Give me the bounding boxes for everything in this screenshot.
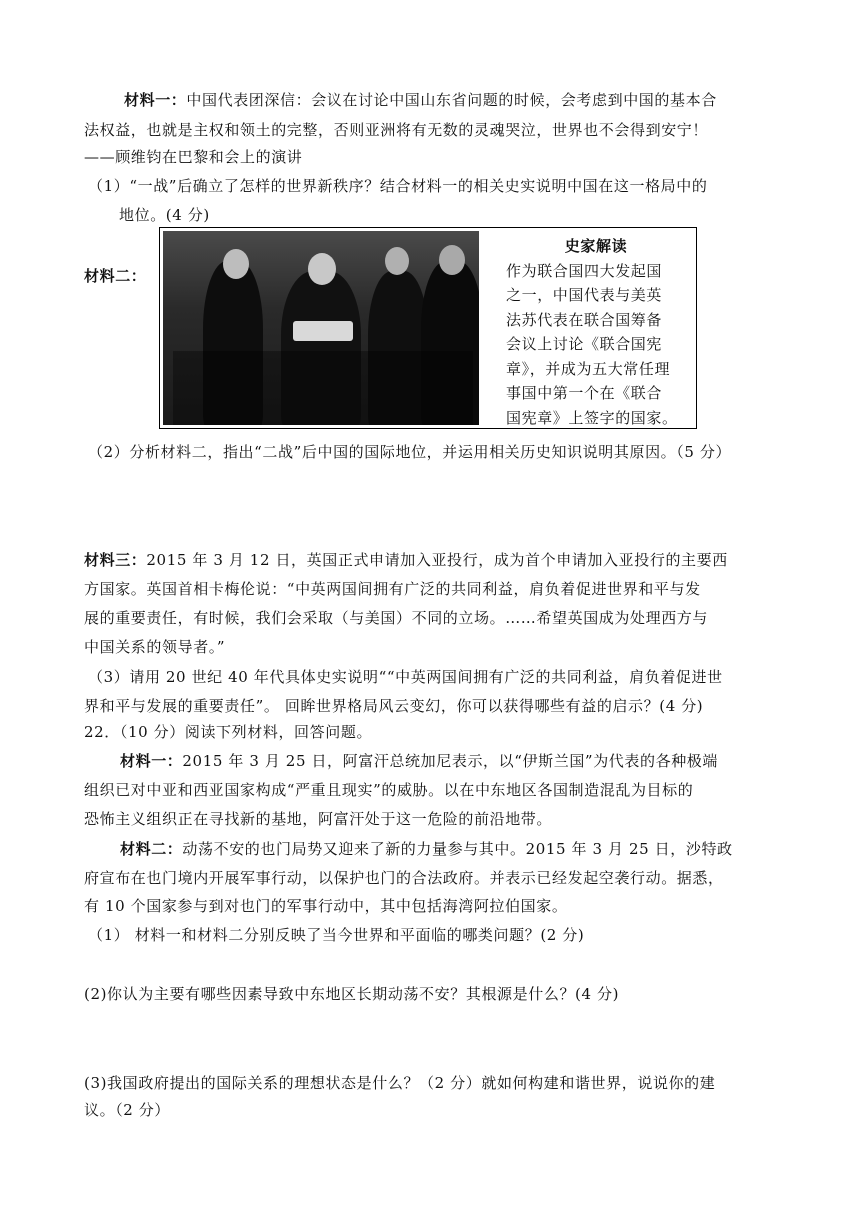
q22-subquestion2: (2)你认为主要有哪些因素导致中东地区长期动荡不安？其根源是什么？(4 分)	[84, 985, 620, 1003]
material3-line3: 展的重要责任，有时候，我们会采取（与美国）不同的立场。……希望英国成为处理西方与	[84, 609, 709, 627]
historical-photo	[163, 231, 479, 425]
question3-line1: （3）请用 20 世纪 40 年代具体史实说明““中英两国间拥有广泛的共同利益，肩负着促进世	[88, 668, 723, 686]
q22-material1-line2: 组织已对中亚和西亚国家构成“严重且现实”的威胁。以在中东地区各国制造混乱为目标的	[84, 781, 694, 799]
question1-line1: （1）“一战”后确立了怎样的世界新秩序？结合材料一的相关史实说明中国在这一格局中的	[88, 177, 708, 195]
q22-material1-paragraph	[120, 751, 718, 771]
material1-line1: 中国代表团深信：会议在讨论中国山东省问题的时候，会考虑到中国的基本合	[186, 91, 717, 109]
commentary-title: 史家解读	[564, 237, 628, 255]
material1-paragraph	[124, 90, 717, 110]
q22-material2-line1: 动荡不安的也门局势又迎来了新的力量参与其中。2015 年 3 月 25 日，沙特政	[182, 840, 733, 858]
q22-material1-line3: 恐怖主义组织正在寻找新的基地，阿富汗处于这一危险的前沿地带。	[84, 810, 553, 828]
commentary-line: 法苏代表在联合国筹备	[506, 310, 663, 329]
historian-commentary	[506, 234, 686, 430]
commentary-line: 国宪章》上签字的国家。	[506, 408, 678, 427]
q22-material2-line3: 有 10 个国家参与到对也门的军事行动中，其中包括海湾阿拉伯国家。	[84, 897, 568, 915]
material3-paragraph	[84, 550, 728, 570]
q22-material2-paragraph	[120, 839, 733, 859]
commentary-line: 事国中第一个在《联合	[506, 384, 663, 402]
q22-material2-label: 材料二：	[120, 840, 183, 858]
question2: （2）分析材料二，指出“二战”后中国的国际地位，并运用相关历史知识说明其原因。（5 分）	[88, 443, 732, 461]
commentary-line: 章》，并成为五大常任理	[506, 359, 671, 378]
commentary-line: 会议上讨论《联合国宪	[506, 335, 663, 353]
q22-subquestion1: （1） 材料一和材料二分别反映了当今世界和平面临的哪类问题？(2 分)	[88, 926, 585, 944]
commentary-line: 作为联合国四大发起国	[506, 261, 663, 280]
material2-figure	[159, 227, 697, 429]
material1-label: 材料一：	[124, 91, 187, 109]
q22-material2-line2: 府宣布在也门境内开展军事行动，以保护也门的合法政府。并表示已经发起空袭行动。据悉，	[84, 869, 724, 887]
question22-header: 22．（10 分）阅读下列材料，回答问题。	[84, 723, 373, 741]
commentary-line: 之一，中国代表与美英	[506, 286, 663, 304]
material2-label: 材料二：	[84, 267, 147, 285]
material3-label: 材料三：	[84, 551, 147, 569]
question3-line2: 界和平与发展的重要责任”。 回眸世界格局风云变幻，你可以获得哪些有益的启示？(4 分)	[84, 697, 704, 715]
q22-material1-line1: 2015 年 3 月 25 日，阿富汗总统加尼表示，以“伊斯兰国”为代表的各种极端	[182, 752, 718, 770]
q22-material1-label: 材料一：	[120, 752, 183, 770]
material3-line4: 中国关系的领导者。”	[84, 638, 226, 656]
material1-source: ——顾维钧在巴黎和会上的演讲	[84, 148, 303, 166]
material1-line2: 法权益，也就是主权和领土的完整，否则亚洲将有无数的灵魂哭泣，世界也不会得到安宁！	[84, 121, 709, 139]
q22-subquestion3-line1: (3)我国政府提出的国际关系的理想状态是什么？（2 分）就如何构建和谐世界，说说你的建	[84, 1074, 716, 1092]
material3-line2: 方国家。英国首相卡梅伦说：“中英两国间拥有广泛的共同利益，肩负着促进世界和平与发	[84, 580, 701, 598]
q22-subquestion3-line2: 议。（2 分）	[84, 1101, 171, 1119]
material3-line1: 2015 年 3 月 12 日，英国正式申请加入亚投行，成为首个申请加入亚投行的主要西	[146, 551, 728, 569]
question1-line2: 地位。(4 分)	[119, 206, 210, 224]
